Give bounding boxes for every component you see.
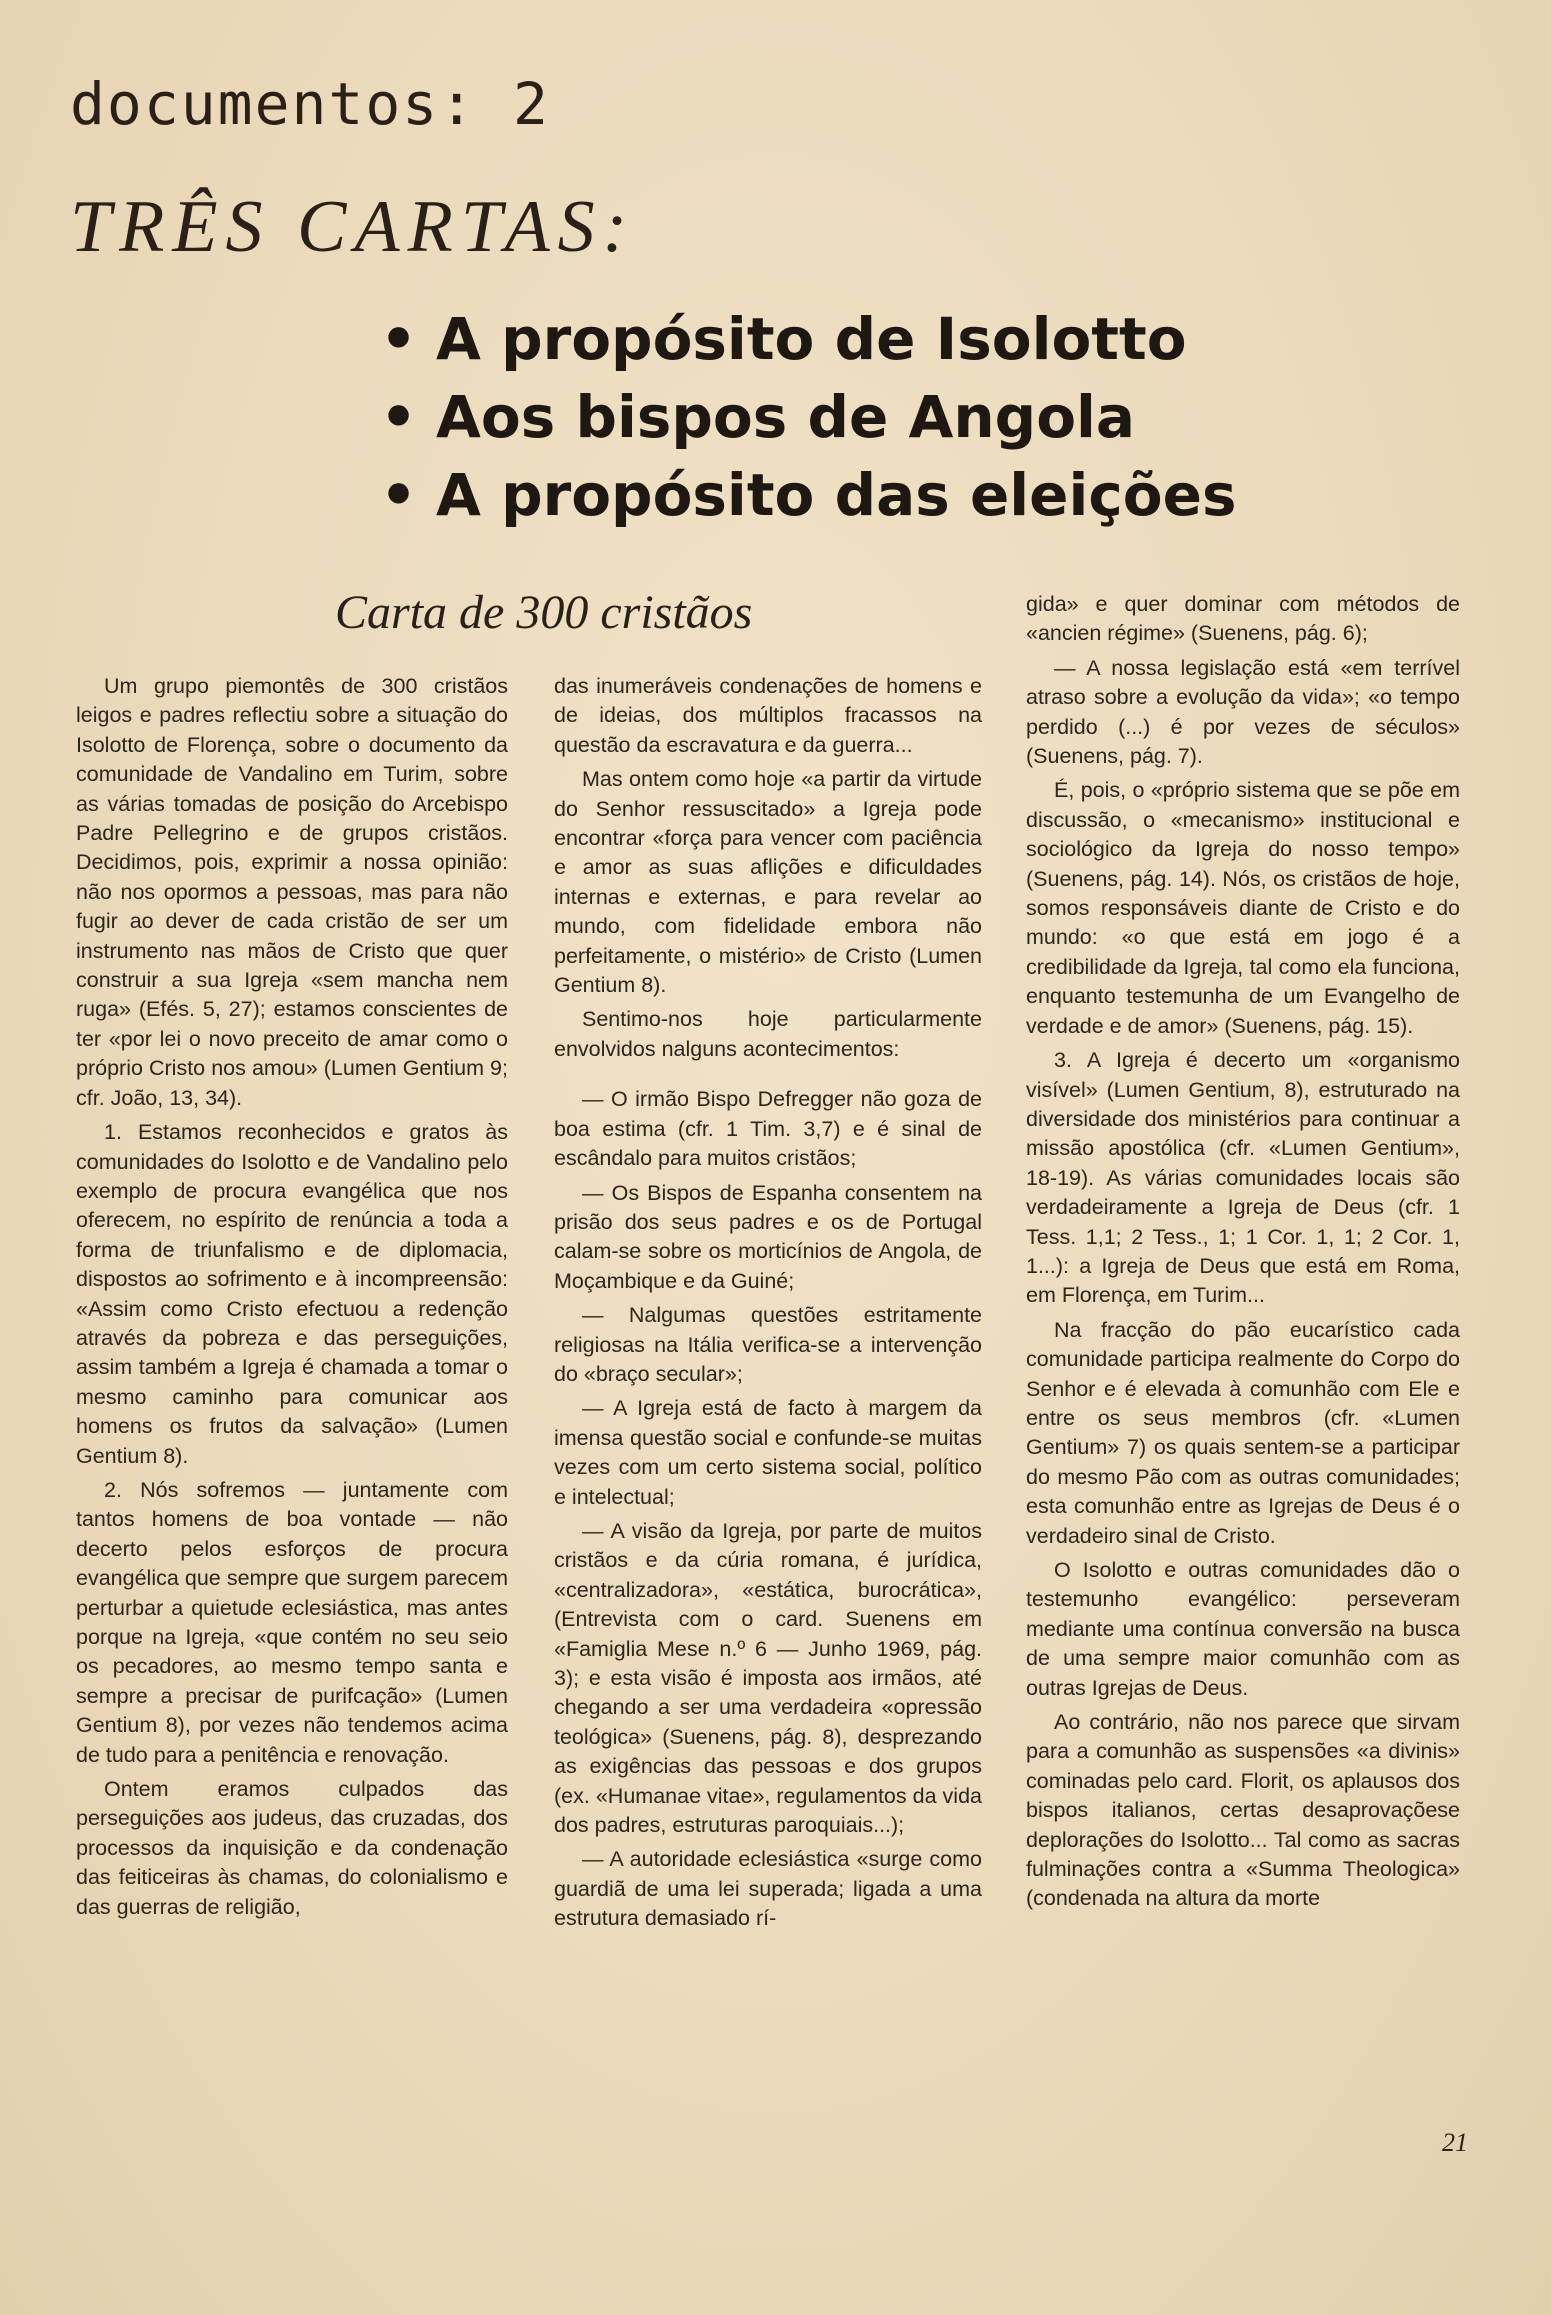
paragraph: das inumeráveis condenações de homens e de ideias, dos múltiplos fracassos na questão da escravatura e da guerra...	[554, 674, 982, 757]
paragraph: Na fracção do pão eucarístico cada comunidade participa realmente do Corpo do Senhor e é elevada à comunhão com Ele e entre os seus membros (cfr. «Lumen Gentium» 7) os quais sentem-se a participar do mesmo Pão com as outras comunidades; esta comunhão entre as Igrejas de Deus é o verdadeiro sinal de Cristo.	[1026, 1317, 1460, 1548]
paragraph: Ontem eramos culpados das perseguições aos judeus, das cruzadas, dos processos da inquisição e da condenação das feiticeiras às chamas, do colonialismo e das guerras de religião,	[76, 1777, 508, 1919]
headline-item	[380, 378, 1236, 456]
paragraph: O Isolotto e outras comunidades dão o testemunho evangélico: perseveram mediante uma contínua conversão na busca de uma sempre maior comunhão com as outras Igrejas de Deus.	[1026, 1558, 1460, 1700]
paragraph: Sentimo-nos hoje particularmente envolvidos nalguns acontecimentos:	[554, 1007, 982, 1061]
list-item: — A nossa legislação está «em terrível atraso sobre a evolução da vida»; «o tempo perdido (...) é por vezes de séculos» (Suenens, pág. 7).	[1026, 655, 1460, 769]
paragraph: 1. Estamos reconhecidos e gratos às comunidades do Isolotto e de Vandalino pelo exemplo de procura evangélica que nos oferecem, no espírito de renúncia a toda a forma de triunfalismo e de diplomacia, dispostos ao sofrimento e à incompreensão: «Assim como Cristo efectuou a redenção através da pobreza e das perseguições, assim também a Igreja é chamada a tomar o mesmo caminho para comunicar aos homens os frutos da salvação» (Lumen Gentium 8).	[76, 1120, 508, 1468]
paragraph: Um grupo piemontês de 300 cristãos leigos e padres reflectiu sobre a situação do Isolotto de Florença, sobre o documento da comunidade de Vandalino em Turim, sobre as várias tomadas de posição do Arcebispo Padre Pellegrino e de grupos cristãos. Decidimos, pois, exprimir a nossa opinião: não nos opormos a pessoas, mas para não fugir ao dever de cada cristão de ser um instrumento nas mãos de Cristo que quer construir a sua Igreja «sem mancha nem ruga» (Efés. 5, 27); estamos conscientes de ter «por lei o novo preceito de amar como o próprio Cristo nos amou» (Lumen Gentium 9; cfr. João, 13, 34).	[76, 674, 508, 1110]
list-item: — O irmão Bispo Defregger não goza de boa estima (cfr. 1 Tim. 3,7) e é sinal de escândalo para muitos cristãos;	[554, 1087, 982, 1171]
series-label: documentos: 2	[70, 70, 550, 138]
bullet-icon: •	[380, 461, 418, 529]
list-item: — A autoridade eclesiástica «surge como guardiã de uma lei superada; ligada a uma estrutura demasiado rí-	[554, 1847, 982, 1931]
page-number: 21	[1442, 2128, 1468, 2157]
headline-list	[380, 300, 1236, 534]
paragraph: Ao contrário, não nos parece que sirvam para a comunhão as suspensões «a divinis» cominadas pelo card. Florit, os aplausos dos bispos italianos, certas desaprovaçõese deplorações do Isolotto... Tal como as sacras fulminações contra a «Summa Theologica» (condenada na altura da morte	[1026, 1710, 1460, 1911]
list-item: — A visão da Igreja, por parte de muitos cristãos e da cúria romana, é jurídica, «centralizadora», «estática, burocrática», (Entrevista com o card. Suenens em «Famiglia Mese n.º 6 — Junho 1969, pág. 3); e esta visão é imposta aos irmãos, até chegando a ser uma verdadeira «opressão teológica» (Suenens, pág. 8), desprezando as exigências das pessoas e dos grupos (ex. «Humanae vitae», regulamentos da vida dos padres, estruturas paroquiais...);	[554, 1518, 982, 1838]
list-item: — Os Bispos de Espanha consentem na prisão dos seus padres e os de Portugal calam-se sobre os morticínios de Angola, de Moçambique e da Guiné;	[554, 1180, 982, 1293]
text-column-2	[554, 672, 982, 1939]
list-item: gida» e quer dominar com métodos de «ancien régime» (Suenens, pág. 6);	[1026, 592, 1460, 646]
text-column-1	[76, 672, 508, 1927]
list-item: — Nalgumas questões estritamente religiosas na Itália verifica-se a intervenção do «braço secular»;	[554, 1303, 982, 1386]
spacer	[554, 1069, 982, 1085]
headline-text: A propósito das eleições	[436, 461, 1237, 529]
headline-text: A propósito de Isolotto	[436, 305, 1187, 373]
list-item: — A Igreja está de facto à margem da imensa questão social e confunde-se muitas vezes com um certo sistema social, político e intelectual;	[554, 1396, 982, 1509]
text-column-3	[1026, 590, 1460, 1919]
bullet-icon: •	[380, 383, 418, 451]
bullet-icon: •	[380, 305, 418, 373]
headline-item	[380, 456, 1236, 534]
page-title: TRÊS CARTAS:	[70, 186, 636, 268]
paragraph: 2. Nós sofremos — juntamente com tantos homens de boa vontade — não decerto pelos esforços de procura evangélica que sempre que surgem parecem perturbar a quietude eclesiástica, mas antes porque na Igreja, «que contém no seu seio os pecadores, ao mesmo tempo santa e sempre a precisar de purifcação» (Lumen Gentium 8), por vezes não tendemos acima de tudo para a penitência e renovação.	[76, 1477, 508, 1767]
headline-text: Aos bispos de Angola	[436, 383, 1136, 451]
headline-item	[380, 300, 1236, 378]
paragraph: Mas ontem como hoje «a partir da virtude do Senhor ressuscitado» a Igreja pode encontrar «força para vencer com paciência e amor as suas aflições e dificuldades internas e externas, e para revelar ao mundo, com fidelidade embora não perfeitamente, o mistério» de Cristo (Lumen Gentium 8).	[554, 767, 982, 998]
paragraph: É, pois, o «próprio sistema que se põe em discussão, o «mecanismo» institucional e sociológico da Igreja do nosso tempo» (Suenens, pág. 14). Nós, os cristãos de hoje, somos responsáveis diante de Cristo e do mundo: «o que está em jogo é a credibilidade da Igreja, tal como ela funciona, enquanto testemunha de um Evangelho de verdade e de amor» (Suenens, pág. 15).	[1026, 778, 1460, 1038]
letter-subtitle: Carta de 300 cristãos	[335, 586, 753, 639]
paragraph: 3. A Igreja é decerto um «organismo visível» (Lumen Gentium, 8), estruturado na diversidade dos ministérios para continuar a missão apostólica (cfr. «Lumen Gentium», 18-19). As várias comunidades locais são verdadeiramente a Igreja de Deus (cfr. 1 Tess. 1,1; 2 Tess., 1; 1 Cor. 1, 1; 2 Cor. 1, 1...): a Igreja de Deus que está em Roma, em Florença, em Turim...	[1026, 1048, 1460, 1308]
